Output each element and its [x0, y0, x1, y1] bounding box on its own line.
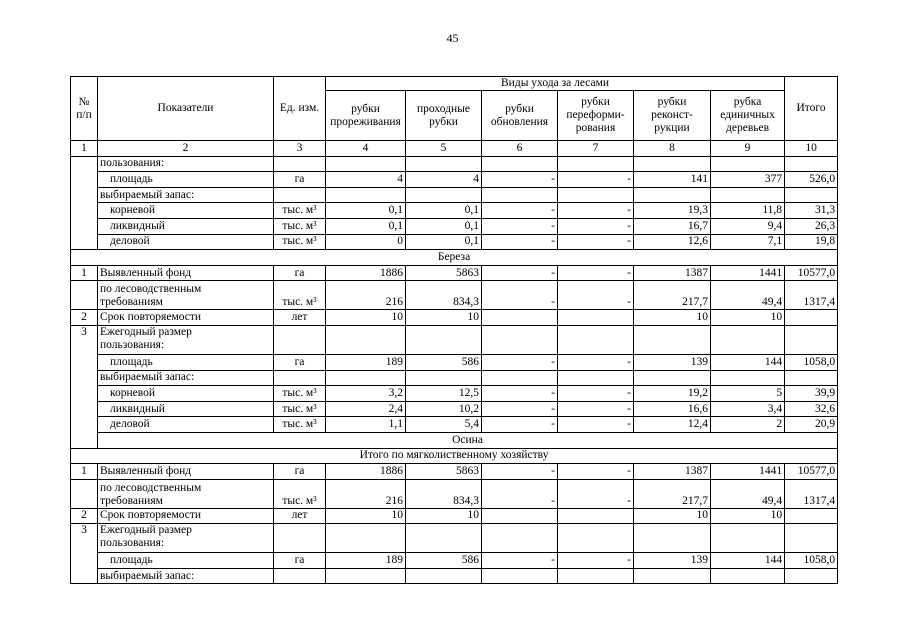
- cell-value: [326, 156, 406, 172]
- cell-unit: [274, 524, 326, 553]
- cell-value: 139: [634, 354, 711, 370]
- cell-value: [482, 156, 558, 172]
- cell-no: 2: [71, 310, 98, 326]
- cell-label: корневой: [98, 203, 274, 219]
- cell-value: 49,4: [711, 479, 785, 508]
- cell-total: 26,3: [785, 218, 838, 234]
- cell-value: 0,1: [406, 234, 482, 250]
- table-row: [71, 464, 838, 480]
- cell-value: 189: [326, 354, 406, 370]
- cell-value: 0,1: [326, 203, 406, 219]
- header-unit: Ед. изм.: [274, 77, 326, 141]
- cell-label: выбираемый запас:: [98, 370, 274, 386]
- col-number: 8: [634, 141, 711, 157]
- table-row: [71, 386, 838, 402]
- cell-value: 19,2: [634, 386, 711, 402]
- cell-unit: тыс. м³: [274, 401, 326, 417]
- cell-label: ликвидный: [98, 401, 274, 417]
- cell-value: 189: [326, 553, 406, 569]
- cell-unit: лет: [274, 310, 326, 326]
- cell-unit: тыс. м³: [274, 479, 326, 508]
- cell-value: -: [482, 218, 558, 234]
- cell-value: -: [558, 417, 634, 433]
- cell-total: 10577,0: [785, 464, 838, 480]
- cell-value: [406, 568, 482, 584]
- cell-value: -: [482, 401, 558, 417]
- cell-label: выбираемый запас:: [98, 187, 274, 203]
- cell-unit: [274, 187, 326, 203]
- cell-value: [482, 325, 558, 354]
- cell-no: 3: [71, 325, 98, 448]
- cell-value: -: [558, 281, 634, 310]
- cell-label: площадь: [98, 553, 274, 569]
- section-row: [71, 250, 838, 266]
- cell-value: 49,4: [711, 281, 785, 310]
- cell-value: 2,4: [326, 401, 406, 417]
- cell-value: 10: [634, 508, 711, 524]
- cell-value: [406, 156, 482, 172]
- cell-unit: [274, 568, 326, 584]
- label-line: требованиям: [100, 296, 163, 309]
- col-number: 1: [71, 141, 98, 157]
- cell-value: [406, 187, 482, 203]
- cell-value: 10: [326, 508, 406, 524]
- cell-value: [326, 187, 406, 203]
- col-number: 10: [785, 141, 838, 157]
- cell-total: 1317,4: [785, 281, 838, 310]
- section-aspen: Осина: [98, 432, 838, 448]
- cell-value: -: [558, 386, 634, 402]
- table-row: [71, 187, 838, 203]
- header-type: рубки переформи-рования: [558, 91, 634, 141]
- cell-value: 144: [711, 354, 785, 370]
- cell-total: [785, 187, 838, 203]
- cell-value: -: [482, 553, 558, 569]
- cell-value: 0,1: [406, 203, 482, 219]
- cell-no: 1: [71, 265, 98, 281]
- cell-value: -: [482, 203, 558, 219]
- cell-value: -: [558, 234, 634, 250]
- cell-value: -: [482, 265, 558, 281]
- cell-value: [711, 325, 785, 354]
- section-total: Итого по мягколиственному хозяйству: [71, 448, 838, 464]
- cell-value: [558, 325, 634, 354]
- cell-total: 19,8: [785, 234, 838, 250]
- cell-value: -: [558, 218, 634, 234]
- cell-value: 9,4: [711, 218, 785, 234]
- table-row: [71, 568, 838, 584]
- cell-label: Выявленный фонд: [98, 464, 274, 480]
- cell-label: Выявленный фонд: [98, 265, 274, 281]
- cell-value: -: [482, 479, 558, 508]
- cell-value: [558, 370, 634, 386]
- cell-value: -: [558, 354, 634, 370]
- section-row: [71, 448, 838, 464]
- cell-value: [558, 524, 634, 553]
- cell-value: 10: [406, 508, 482, 524]
- cell-value: [711, 156, 785, 172]
- table-row: [71, 524, 838, 553]
- cell-value: -: [482, 354, 558, 370]
- section-birch: Береза: [71, 250, 838, 266]
- cell-value: 1387: [634, 265, 711, 281]
- cell-label: корневой: [98, 386, 274, 402]
- cell-label: [98, 325, 274, 354]
- table-row: [71, 479, 838, 508]
- table-row: [71, 281, 838, 310]
- table-row: [71, 354, 838, 370]
- page-number: 45: [446, 31, 459, 45]
- cell-total: 20,9: [785, 417, 838, 433]
- cell-label: пользования:: [98, 156, 274, 172]
- cell-value: [634, 524, 711, 553]
- cell-total: 10577,0: [785, 265, 838, 281]
- cell-label: ликвидный: [98, 218, 274, 234]
- col-number: 5: [406, 141, 482, 157]
- cell-value: 586: [406, 354, 482, 370]
- cell-total: 31,3: [785, 203, 838, 219]
- table-row: [71, 218, 838, 234]
- cell-value: 834,3: [406, 281, 482, 310]
- forest-care-table: [70, 76, 838, 584]
- cell-unit: га: [274, 172, 326, 188]
- cell-unit: [274, 156, 326, 172]
- cell-value: 217,7: [634, 479, 711, 508]
- cell-label: [98, 524, 274, 553]
- cell-unit: га: [274, 354, 326, 370]
- cell-unit: га: [274, 553, 326, 569]
- cell-value: [406, 524, 482, 553]
- cell-value: 16,7: [634, 218, 711, 234]
- cell-no: 2: [71, 508, 98, 524]
- label-line: пользования:: [100, 338, 165, 351]
- cell-label: деловой: [98, 234, 274, 250]
- cell-value: 19,3: [634, 203, 711, 219]
- cell-value: 216: [326, 281, 406, 310]
- col-number: 4: [326, 141, 406, 157]
- cell-value: -: [482, 172, 558, 188]
- header-total: Итого: [785, 77, 838, 141]
- cell-value: [634, 156, 711, 172]
- cell-value: [711, 524, 785, 553]
- cell-value: 10: [326, 310, 406, 326]
- cell-value: [558, 310, 634, 326]
- table-row: [71, 370, 838, 386]
- cell-label: [98, 281, 274, 310]
- cell-total: 1317,4: [785, 479, 838, 508]
- cell-value: 1886: [326, 265, 406, 281]
- cell-label: деловой: [98, 417, 274, 433]
- cell-value: 144: [711, 553, 785, 569]
- cell-value: [482, 524, 558, 553]
- cell-no: 3: [71, 524, 98, 584]
- header-type: рубка единичных деревьев: [711, 91, 785, 141]
- section-row: [71, 432, 838, 448]
- cell-value: 4: [326, 172, 406, 188]
- cell-unit: га: [274, 464, 326, 480]
- cell-value: [711, 370, 785, 386]
- header-type: рубки обновления: [482, 91, 558, 141]
- cell-value: 0,1: [326, 218, 406, 234]
- cell-total: [785, 370, 838, 386]
- cell-value: [482, 187, 558, 203]
- table-row: [71, 508, 838, 524]
- cell-unit: [274, 370, 326, 386]
- cell-value: 10: [711, 508, 785, 524]
- label-line: по лесоводственным: [100, 283, 202, 296]
- cell-unit: тыс. м³: [274, 234, 326, 250]
- cell-unit: тыс. м³: [274, 386, 326, 402]
- cell-value: [326, 370, 406, 386]
- cell-value: [558, 187, 634, 203]
- cell-label: Срок повторяемости: [98, 508, 274, 524]
- table-row: [71, 265, 838, 281]
- cell-label: выбираемый запас:: [98, 568, 274, 584]
- col-number: 7: [558, 141, 634, 157]
- cell-value: 16,6: [634, 401, 711, 417]
- cell-value: 2: [711, 417, 785, 433]
- cell-value: -: [558, 265, 634, 281]
- cell-value: [711, 187, 785, 203]
- cell-value: [558, 156, 634, 172]
- col-number: 6: [482, 141, 558, 157]
- cell-value: [326, 524, 406, 553]
- cell-unit: тыс. м³: [274, 203, 326, 219]
- cell-value: 4: [406, 172, 482, 188]
- cell-value: [482, 310, 558, 326]
- cell-total: 526,0: [785, 172, 838, 188]
- cell-total: 1058,0: [785, 553, 838, 569]
- table-row: [71, 553, 838, 569]
- cell-value: [711, 568, 785, 584]
- cell-unit: тыс. м³: [274, 218, 326, 234]
- header-type: проходные рубки: [406, 91, 482, 141]
- cell-value: 5,4: [406, 417, 482, 433]
- cell-value: -: [482, 417, 558, 433]
- cell-label: Срок повторяемости: [98, 310, 274, 326]
- cell-label: площадь: [98, 354, 274, 370]
- cell-value: -: [558, 553, 634, 569]
- cell-value: 1387: [634, 464, 711, 480]
- cell-value: -: [482, 386, 558, 402]
- cell-value: 586: [406, 553, 482, 569]
- col-number: 2: [98, 141, 274, 157]
- cell-no: [71, 156, 98, 250]
- cell-label: [98, 479, 274, 508]
- label-line: Ежегодный размер: [100, 524, 192, 537]
- cell-value: [406, 370, 482, 386]
- cell-value: 12,5: [406, 386, 482, 402]
- header-type: рубки прореживания: [326, 91, 406, 141]
- cell-total: [785, 508, 838, 524]
- cell-value: 139: [634, 553, 711, 569]
- cell-value: -: [558, 479, 634, 508]
- cell-total: [785, 568, 838, 584]
- cell-value: [634, 370, 711, 386]
- table-row: [71, 325, 838, 354]
- cell-value: [482, 568, 558, 584]
- cell-value: [634, 187, 711, 203]
- table-row: [71, 310, 838, 326]
- cell-total: [785, 310, 838, 326]
- table-row: [71, 417, 838, 433]
- cell-value: [634, 325, 711, 354]
- cell-value: 12,4: [634, 417, 711, 433]
- cell-value: [558, 508, 634, 524]
- table-row: [71, 401, 838, 417]
- cell-unit: лет: [274, 508, 326, 524]
- cell-value: 217,7: [634, 281, 711, 310]
- label-line: по лесоводственным: [100, 481, 202, 494]
- cell-value: 10: [711, 310, 785, 326]
- cell-value: 10: [406, 310, 482, 326]
- cell-value: 12,6: [634, 234, 711, 250]
- cell-unit: тыс. м³: [274, 417, 326, 433]
- cell-total: 1058,0: [785, 354, 838, 370]
- cell-value: [482, 508, 558, 524]
- cell-no: [71, 281, 98, 310]
- cell-value: 1,1: [326, 417, 406, 433]
- cell-value: 11,8: [711, 203, 785, 219]
- cell-total: [785, 325, 838, 354]
- header-group-title: Виды ухода за лесами: [326, 77, 785, 91]
- cell-value: 5863: [406, 265, 482, 281]
- cell-value: [326, 325, 406, 354]
- cell-no: 1: [71, 464, 98, 480]
- label-line: пользования:: [100, 537, 165, 550]
- cell-value: -: [558, 203, 634, 219]
- cell-value: [326, 568, 406, 584]
- table-row: [71, 156, 838, 172]
- cell-value: -: [482, 234, 558, 250]
- cell-value: 5863: [406, 464, 482, 480]
- cell-value: 5: [711, 386, 785, 402]
- cell-value: 1441: [711, 464, 785, 480]
- cell-value: 216: [326, 479, 406, 508]
- cell-value: [482, 370, 558, 386]
- header-no: № п/п: [71, 77, 98, 141]
- cell-value: 10,2: [406, 401, 482, 417]
- cell-value: -: [482, 464, 558, 480]
- cell-value: 834,3: [406, 479, 482, 508]
- header-type: рубки реконст-рукции: [634, 91, 711, 141]
- cell-value: [634, 568, 711, 584]
- cell-total: [785, 156, 838, 172]
- cell-value: -: [558, 172, 634, 188]
- cell-value: -: [558, 464, 634, 480]
- cell-value: 10: [634, 310, 711, 326]
- cell-value: 3,4: [711, 401, 785, 417]
- cell-value: 377: [711, 172, 785, 188]
- cell-value: -: [558, 401, 634, 417]
- cell-total: 32,6: [785, 401, 838, 417]
- cell-value: 7,1: [711, 234, 785, 250]
- table-row: [71, 172, 838, 188]
- cell-no: [71, 479, 98, 508]
- label-line: Ежегодный размер: [100, 325, 192, 338]
- table-row: [71, 203, 838, 219]
- cell-value: 0: [326, 234, 406, 250]
- cell-value: 1441: [711, 265, 785, 281]
- cell-value: -: [482, 281, 558, 310]
- cell-unit: тыс. м³: [274, 281, 326, 310]
- cell-label: площадь: [98, 172, 274, 188]
- cell-value: 1886: [326, 464, 406, 480]
- cell-value: 3,2: [326, 386, 406, 402]
- cell-value: [406, 325, 482, 354]
- cell-value: 141: [634, 172, 711, 188]
- cell-value: [558, 568, 634, 584]
- cell-unit: га: [274, 265, 326, 281]
- cell-unit: [274, 325, 326, 354]
- cell-value: 0,1: [406, 218, 482, 234]
- col-number: 3: [274, 141, 326, 157]
- col-number: 9: [711, 141, 785, 157]
- header-indicator: Показатели: [98, 77, 274, 141]
- label-line: требованиям: [100, 494, 163, 507]
- cell-total: 39,9: [785, 386, 838, 402]
- table-row: [71, 234, 838, 250]
- cell-total: [785, 524, 838, 553]
